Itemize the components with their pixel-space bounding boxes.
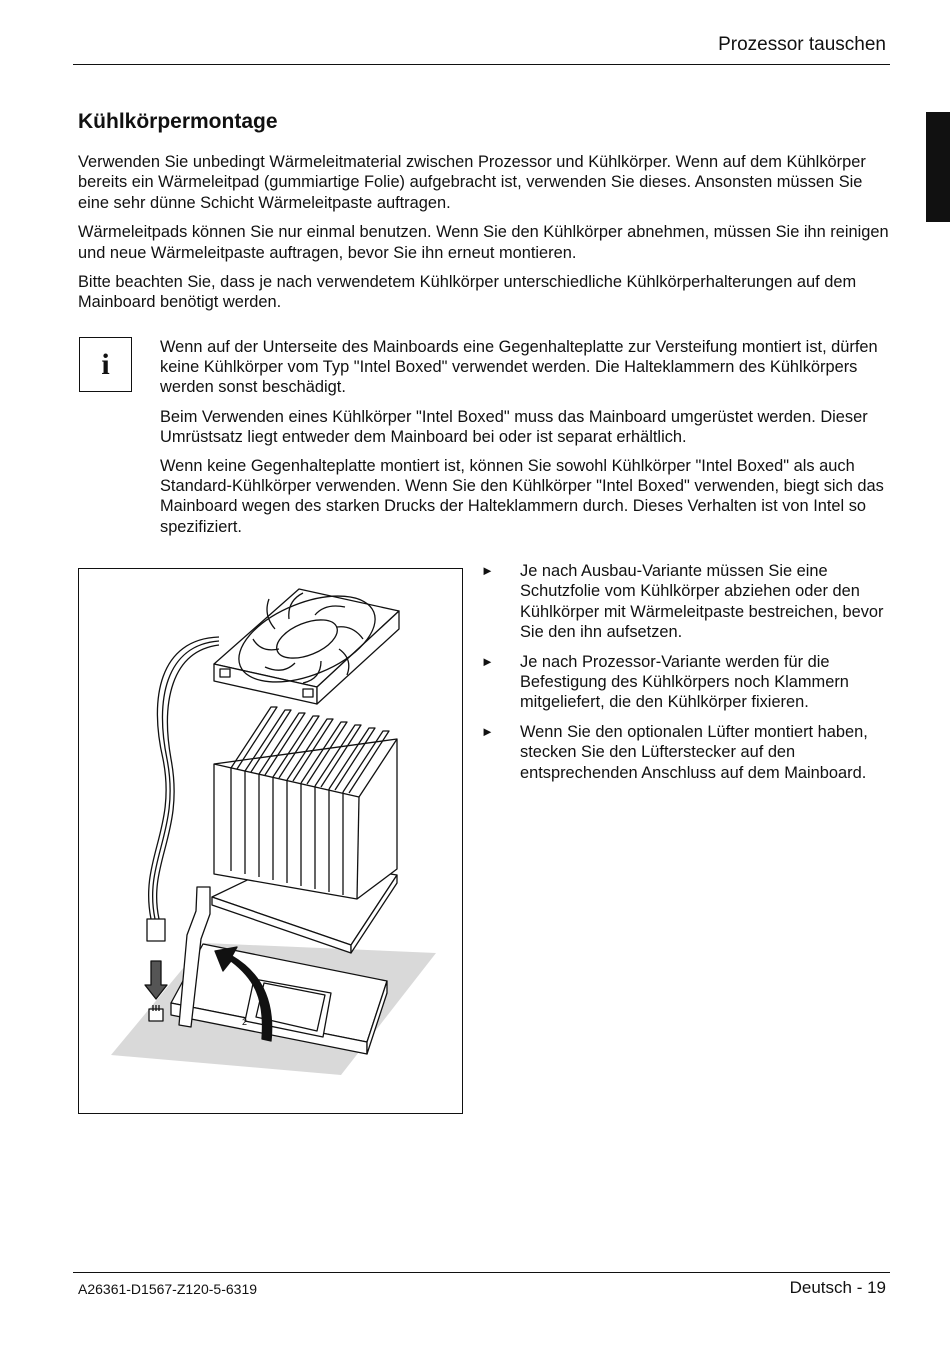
instruction-step — [478, 561, 898, 643]
info-note — [160, 337, 895, 546]
document-number: A26361-D1567-Z120-5-6319 — [78, 1281, 258, 1297]
paragraph: Verwenden Sie unbedingt Wärmeleitmaterial zwischen Prozessor und Kühlkörper. Wenn auf dem Kühlkörper bereits ein Wärmeleitpad (gummiartige Folie) aufgebracht ist, verwenden Sie dieses. Ansonsten müssen Sie eine sehr dünne Schicht Wärmeleitpaste auftragen. — [78, 153, 866, 212]
header-divider — [73, 64, 890, 65]
heatsink-installation-figure — [78, 568, 463, 1114]
info-icon: i — [79, 337, 132, 392]
instruction-step — [478, 722, 898, 783]
note-paragraph: Beim Verwenden eines Kühlkörper "Intel Boxed" muss das Mainboard umgerüstet werden. Dieser Umrüstsatz liegt entweder dem Mainboard bei oder ist separat erhältlich. — [160, 407, 868, 446]
section-heading: Kühlkörpermontage — [78, 110, 278, 133]
note-paragraph: Wenn keine Gegenhalteplatte montiert ist, können Sie sowohl Kühlkörper "Intel Boxed" als auch Standard-Kühlkörper verwenden. Wenn Sie den Kühlkörper "Intel Boxed" verwenden, biegt sich das Mainboard wegen des starken Drucks der Halteklammern durch. Dieses Verhalten ist von Intel so spezifiziert. — [160, 457, 884, 536]
socket-label: 2 — [242, 1017, 248, 1027]
heatsink-fins — [214, 707, 397, 899]
step-text: Je nach Ausbau-Variante müssen Sie eine Schutzfolie vom Kühlkörper abziehen oder den Kühlkörper mit Wärmeleitpaste bestreichen, bevor Sie den ihn aufsetzen. — [520, 562, 884, 642]
instruction-step — [478, 652, 898, 713]
instruction-steps — [478, 561, 898, 792]
paragraph: Bitte beachten Sie, dass je nach verwendetem Kühlkörper unterschiedliche Kühlkörperhalterungen auf dem Mainboard benötigt werden. — [78, 273, 857, 312]
body-text — [78, 152, 890, 322]
paragraph: Wärmeleitpads können Sie nur einmal benutzen. Wenn Sie den Kühlkörper abnehmen, müssen Sie ihn reinigen und neue Wärmeleitpaste auftragen, bevor Sie ihn erneut montieren. — [78, 223, 889, 262]
step-text: Wenn Sie den optionalen Lüfter montiert haben, stecken Sie den Lüfterstecker auf den entsprechenden Anschluss auf dem Mainboard. — [520, 722, 868, 782]
bullet-arrow-icon: ► — [481, 563, 494, 578]
heatsink-illustration — [79, 569, 462, 1113]
cooling-fan — [214, 579, 399, 704]
step-text: Je nach Prozessor-Variante werden für die Befestigung des Kühlkörpers noch Klammern mitgeliefert, die den Kühlkörper fixieren. — [520, 652, 849, 712]
chapter-tab-marker — [926, 112, 950, 222]
note-paragraph: Wenn auf der Unterseite des Mainboards eine Gegenhalteplatte zur Versteifung montiert ist, dürfen keine Kühlkörper vom Typ "Intel Boxed" verwendet werden. Die Halteklammern des Kühlkörpers werden sonst beschädigt. — [160, 338, 878, 397]
bullet-arrow-icon: ► — [481, 653, 494, 669]
bullet-arrow-icon: ► — [481, 723, 494, 739]
page-header-title: Prozessor tauschen — [718, 34, 886, 55]
footer-divider — [73, 1272, 890, 1273]
page-number: Deutsch - 19 — [789, 1278, 886, 1297]
